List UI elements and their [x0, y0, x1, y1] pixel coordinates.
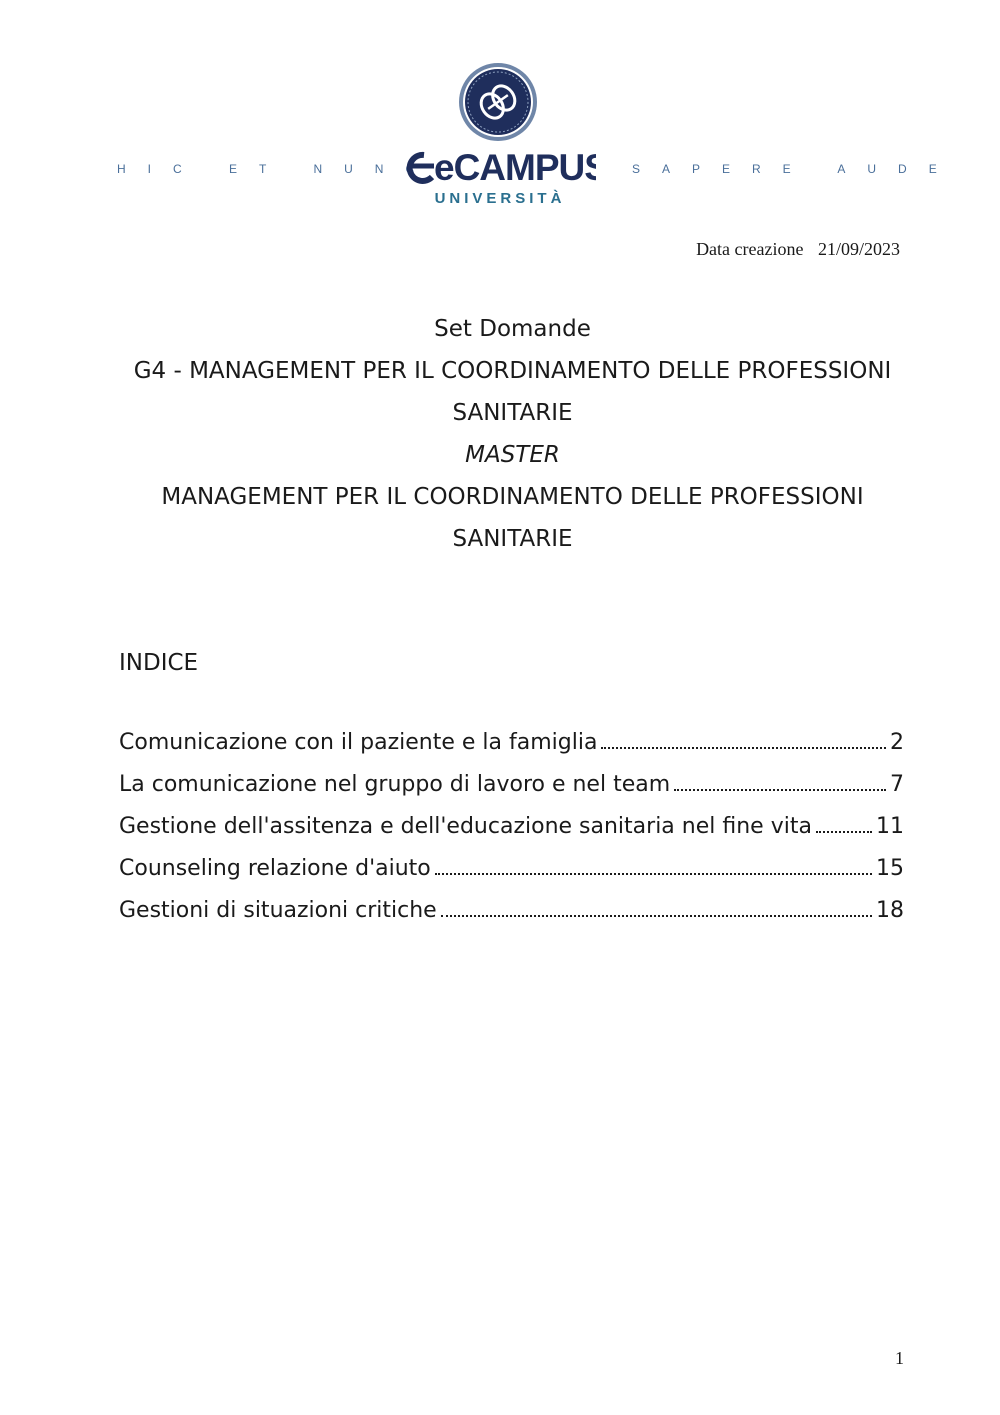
creation-date-label: Data creazione [696, 239, 804, 259]
toc-leader [674, 789, 886, 791]
motto-right: SAPERE AUDE [632, 162, 959, 176]
toc-entry-page: 7 [890, 772, 904, 797]
toc-entry[interactable] [119, 814, 904, 856]
course-title: G4 - MANAGEMENT PER IL COORDINAMENTO DELLE PROFESSIONI SANITARIE [133, 358, 892, 426]
document-header [0, 0, 1000, 215]
toc-leader [816, 831, 872, 833]
program-title: MANAGEMENT PER IL COORDINAMENTO DELLE PROFESSIONI SANITARIE [161, 484, 864, 552]
brand-logotype [404, 143, 596, 185]
creation-date [696, 239, 900, 260]
page-number: 1 [895, 1348, 904, 1368]
toc-entry[interactable] [119, 856, 904, 898]
motto-left: HIC ET NUNC [117, 162, 437, 176]
brand-subtitle: UNIVERSITÀ [434, 190, 566, 207]
degree-type: MASTER [465, 442, 560, 468]
set-label: Set Domande [434, 316, 591, 342]
toc-entry-page: 11 [876, 814, 904, 839]
toc-entry-page: 15 [876, 856, 904, 881]
toc-entry[interactable] [119, 772, 904, 814]
toc-entry-label: La comunicazione nel gruppo di lavoro e nel team [119, 772, 671, 797]
toc-entry-page: 2 [890, 730, 904, 755]
index-heading: INDICE [119, 650, 199, 676]
creation-date-value: 21/09/2023 [817, 239, 900, 259]
toc-entry-label: Gestioni di situazioni critiche [119, 898, 437, 923]
toc-leader [601, 747, 886, 749]
toc-entry[interactable] [119, 730, 904, 772]
document-title [100, 308, 925, 560]
toc-entry[interactable] [119, 898, 904, 940]
ecampus-logo-icon [404, 143, 596, 185]
brand-text: eCAMPUS [434, 147, 596, 185]
toc-entry-page: 18 [876, 898, 904, 923]
toc-leader [435, 873, 872, 875]
toc-entry-label: Counseling relazione d'aiuto [119, 856, 431, 881]
toc-leader [441, 915, 872, 917]
university-seal-icon [458, 62, 538, 142]
toc-entry-label: Comunicazione con il paziente e la famiglia [119, 730, 598, 755]
toc-entry-label: Gestione dell'assitenza e dell'educazione sanitaria nel fine vita [119, 814, 812, 839]
table-of-contents [119, 730, 904, 940]
